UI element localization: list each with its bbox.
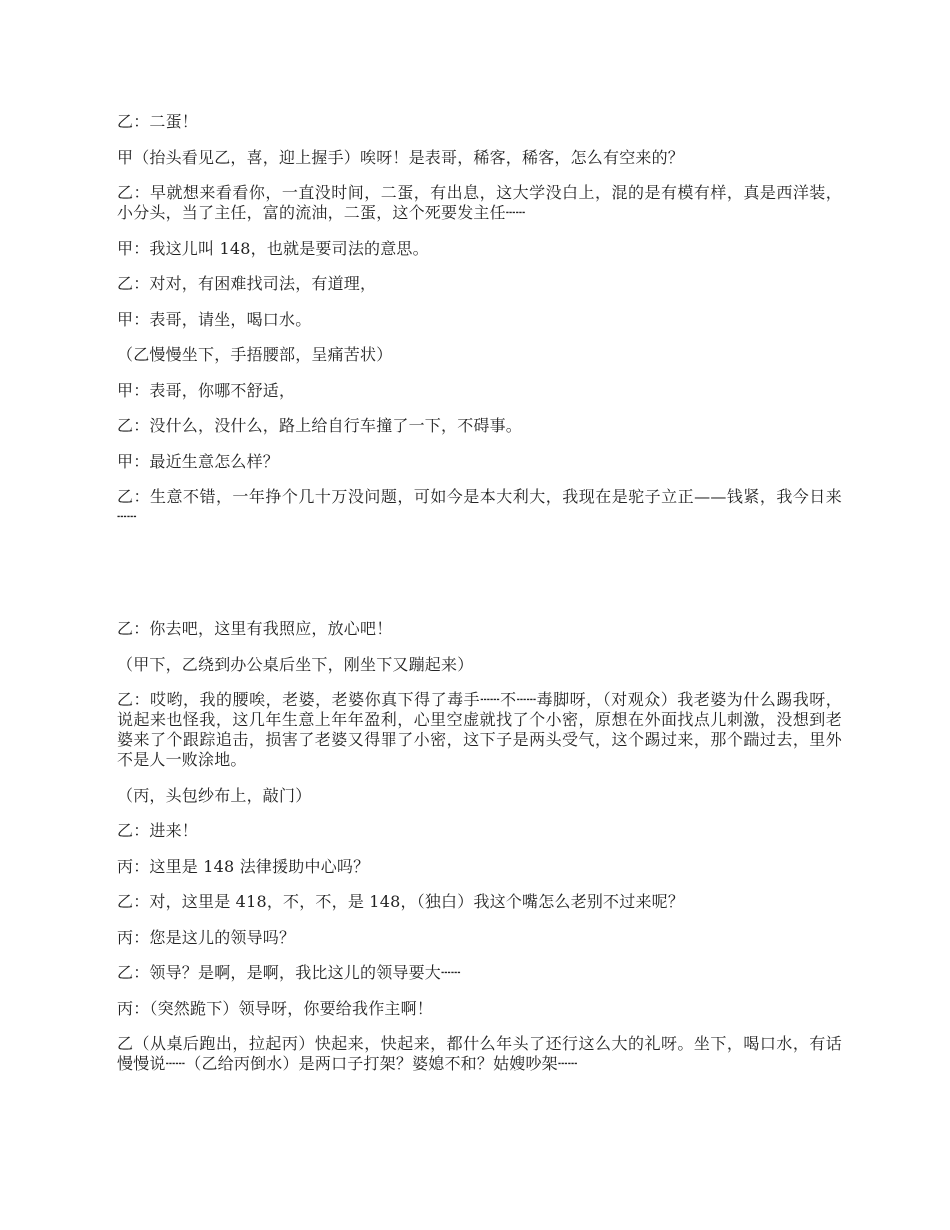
stage-direction: （丙，头包纱布上，敲门） [117, 785, 312, 805]
dialogue-line: 丙：这里是 148 法律援助中心吗？ [117, 856, 370, 876]
dialogue-line: 甲（抬头看见乙，喜，迎上握手）唉呀！是表哥，稀客，稀客，怎么有空来的？ [117, 147, 685, 167]
dialogue-line: 乙：早就想来看看你，一直没时间，二蛋，有出息，这大学没白上，混的是有模有样，真是西洋装，小分头，当了主任，富的流油，二蛋，这个死要发主任┄┄ [117, 183, 842, 222]
dialogue-line: 丙：（突然跪下）领导呀，你要给我作主啊！ [117, 998, 434, 1018]
dialogue-line: 乙：对，这里是 418，不，不，是 148，（独白）我这个嘴怎么老别不过来呢？ [117, 892, 685, 911]
dialogue-line: 乙：生意不错，一年挣个几十万没问题，可如今是本大利大，我现在是驼子立正——钱紧，我今日来┄┄ [117, 487, 842, 526]
dialogue-line: 甲：我这儿叫 148，也就是要司法的意思。 [117, 238, 429, 258]
script-section-2 [117, 619, 842, 1090]
dialogue-line: 乙：你去吧，这里有我照应，放心吧！ [117, 619, 393, 638]
stage-direction: （甲下，乙绕到办公桌后坐下，刚坐下又蹦起来） [117, 654, 474, 674]
dialogue-line: 乙：进来！ [117, 821, 199, 840]
stage-direction: （乙慢慢坐下，手捂腰部，呈痛苦状） [117, 345, 393, 364]
dialogue-line: 甲：表哥，请坐，喝口水。 [117, 309, 312, 329]
dialogue-line: 丙：您是这儿的领导吗？ [117, 927, 296, 947]
dialogue-line: 甲：最近生意怎么样？ [117, 451, 280, 471]
dialogue-line: 乙：哎哟，我的腰唉，老婆，老婆你真下得了毒手┄┄不┄┄毒脚呀，（对观众）我老婆为什么踢我呀，说起来也怪我，这几年生意上年年盈利，心里空虚就找了个小密，原想在外面找点儿刺激，没想到老婆来了个跟踪追击，损害了老婆又得罪了小密，这下子是两头受气，这个踢过来，那个踹过去，里外不是人一败涂地。 [117, 690, 842, 769]
dialogue-line: 乙（从桌后跑出，拉起丙）快起来，快起来，都什么年头了还行这么大的礼呀。坐下，喝口水，有话慢慢说┄┄（乙给丙倒水）是两口子打架？婆媳不和？姑嫂吵架┄┄ [117, 1034, 842, 1073]
dialogue-line: 乙：没什么，没什么，路上给自行车撞了一下，不碍事。 [117, 416, 523, 435]
dialogue-line: 乙：二蛋！ [117, 112, 199, 131]
dialogue-line: 乙：对对，有困难找司法，有道理， [117, 274, 377, 293]
dialogue-line: 甲：表哥，你哪不舒适， [117, 380, 296, 400]
dialogue-line: 乙：领导？是啊，是啊，我比这儿的领导要大┄┄ [117, 963, 461, 982]
script-section-1 [117, 112, 842, 543]
